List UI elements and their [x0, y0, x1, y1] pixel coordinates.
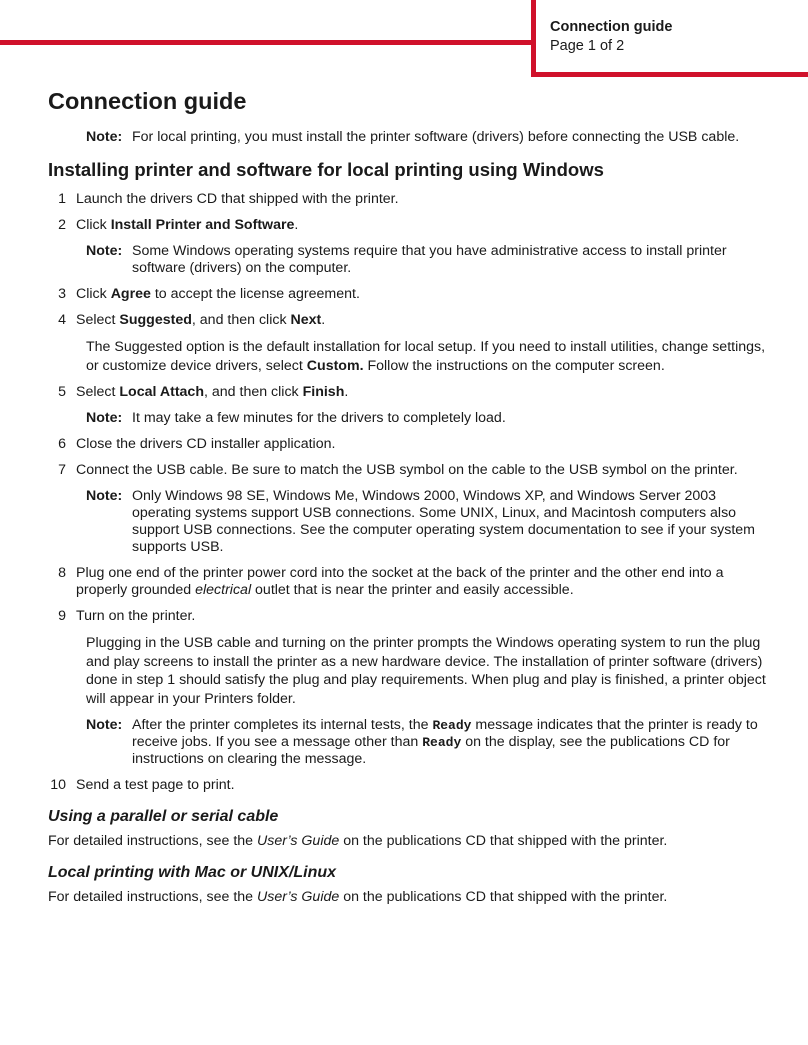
header-rule-left	[0, 40, 534, 45]
step-number: 7	[58, 462, 66, 478]
step-7	[48, 462, 768, 479]
step-9-note	[86, 717, 768, 768]
note-text: After the printer completes its internal tests, the Ready message indicates that the printer is ready to receive jobs. If you see a message other than Ready on the display, see the publications CD for instructions on clearing the message.	[132, 717, 758, 767]
step-8	[48, 565, 768, 599]
header-rule-vertical	[531, 0, 536, 77]
step-number: 5	[58, 384, 66, 400]
step-number: 9	[58, 608, 66, 624]
step-text: Click Agree to accept the license agreement.	[76, 286, 360, 302]
step-text: Close the drivers CD installer application.	[76, 436, 336, 452]
header-page-number: Page 1 of 2	[550, 38, 625, 54]
step-number: 1	[58, 191, 66, 207]
step-6	[48, 436, 768, 453]
step-1	[48, 191, 768, 208]
parallel-serial-text: For detailed instructions, see the User’s Guide on the publications CD that shipped with the printer.	[48, 833, 668, 849]
note-text: For local printing, you must install the printer software (drivers) before connecting the USB cable.	[132, 129, 740, 145]
step-4-paragraph: The Suggested option is the default installation for local setup. If you need to install utilities, change settings, or customize device drivers, select Custom. Follow the instructions on the computer screen.	[86, 339, 766, 374]
step-5-note	[86, 410, 768, 427]
step-text: Select Local Attach, and then click Finish.	[76, 384, 349, 400]
step-number: 6	[58, 436, 66, 452]
section-heading-mac-unix: Local printing with Mac or UNIX/Linux	[48, 864, 337, 881]
step-number: 8	[58, 565, 66, 581]
page-title: Connection guide	[48, 88, 247, 114]
section-heading-windows: Installing printer and software for local printing using Windows	[48, 159, 604, 180]
step-10	[48, 777, 768, 794]
step-number: 10	[50, 777, 66, 793]
note-label: Note:	[86, 410, 123, 426]
note-text: Some Windows operating systems require that you have administrative access to install printer software (drivers) on the computer.	[132, 243, 727, 276]
note-text: Only Windows 98 SE, Windows Me, Windows 2000, Windows XP, and Windows Server 2003 operating systems support USB connections. Some UNIX, Linux, and Macintosh computers also support USB connections. See the computer operating system documentation to see if your system supports USB.	[132, 488, 755, 555]
note-label: Note:	[86, 717, 123, 733]
step-text: Click Install Printer and Software.	[76, 217, 299, 233]
step-number: 2	[58, 217, 66, 233]
step-text: Connect the USB cable. Be sure to match the USB symbol on the cable to the USB symbol on the printer.	[76, 462, 738, 478]
step-2	[48, 217, 768, 234]
step-7-note	[86, 488, 768, 556]
step-number: 3	[58, 286, 66, 302]
note-text: It may take a few minutes for the drivers to completely load.	[132, 410, 506, 426]
step-text: Turn on the printer.	[76, 608, 196, 624]
step-9	[48, 608, 768, 625]
step-text: Plug one end of the printer power cord into the socket at the back of the printer and the other end into a properly grounded electrical outlet that is near the printer and easily accessible.	[76, 565, 724, 598]
step-text: Launch the drivers CD that shipped with the printer.	[76, 191, 399, 207]
step-number: 4	[58, 312, 66, 328]
header-rule-right	[531, 72, 808, 77]
top-note	[86, 129, 768, 146]
note-label: Note:	[86, 488, 123, 504]
step-4	[48, 312, 768, 329]
step-9-paragraph: Plugging in the USB cable and turning on the printer prompts the Windows operating system to run the plug and play screens to install the printer as a new hardware device. The installation of printer software (drivers) done in step 1 should satisfy the plug and play requirements. When plug and play is finished, a printer object will appear in your Printers folder.	[86, 635, 766, 707]
ready-code: Ready	[432, 718, 472, 733]
step-text: Select Suggested, and then click Next.	[76, 312, 326, 328]
step-text: Send a test page to print.	[76, 777, 235, 793]
ready-code: Ready	[422, 735, 462, 750]
step-5	[48, 384, 768, 401]
note-label: Note:	[86, 243, 123, 259]
step-3	[48, 286, 768, 303]
section-heading-parallel-serial: Using a parallel or serial cable	[48, 808, 279, 825]
document-body	[48, 88, 768, 915]
header-title: Connection guide	[550, 19, 673, 35]
mac-unix-text: For detailed instructions, see the User’s Guide on the publications CD that shipped with the printer.	[48, 889, 668, 905]
step-2-note	[86, 243, 768, 277]
note-label: Note:	[86, 129, 123, 145]
